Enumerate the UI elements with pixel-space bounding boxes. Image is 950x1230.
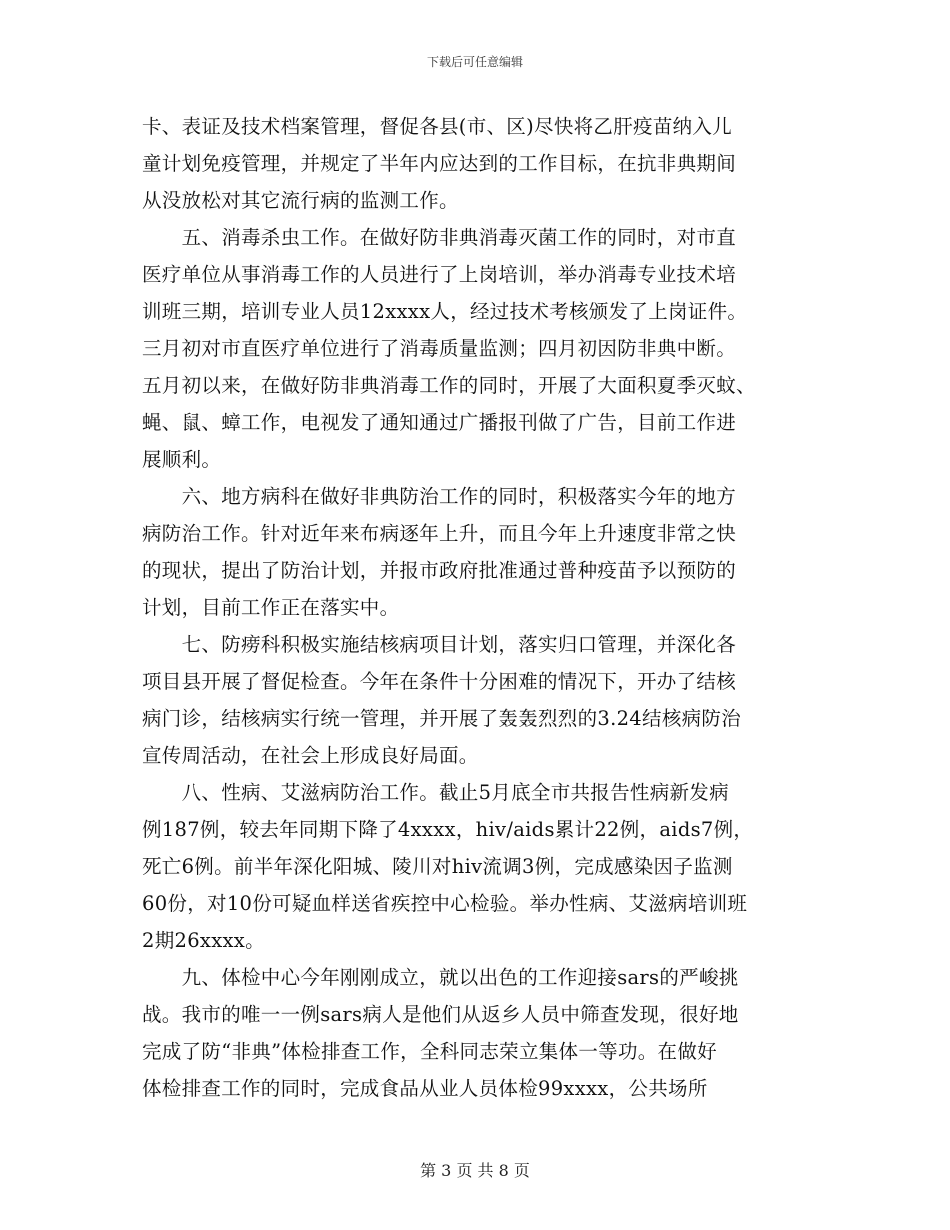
body-line: 60份，对10份可疑血样送省疾控中心检验。举办性病、艾滋病培训班 [142,892,748,915]
body-line: 九、体检中心今年刚刚成立，就以出色的工作迎接sars的严峻挑 [142,966,739,989]
body-line: 蝇、鼠、蟑工作，电视发了通知通过广播报刊做了广告，目前工作进 [142,411,737,434]
body-line: 完成了防“非典”体检排查工作，全科同志荣立集体一等功。在做好 [142,1040,717,1063]
body-line: 六、地方病科在做好非典防治工作的同时，积极落实今年的地方 [142,485,737,508]
body-line: 例187例，较去年同期下降了4xxxx，hiv/aids累计22例，aids7例， [142,818,754,841]
body-line: 病门诊，结核病实行统一管理，并开展了轰轰烈烈的3.24结核病防治 [142,707,742,730]
page-header-note: 下载后可任意编辑 [426,55,523,69]
body-line: 五月初以来，在做好防非典消毒工作的同时，开展了大面积夏季灭蚊、 [142,374,756,397]
body-line: 训班三期，培训专业人员12xxxx人，经过技术考核颁发了上岗证件。 [142,300,748,323]
body-line: 的现状，提出了防治计划，并报市政府批准通过普种疫苗予以预防的 [142,559,737,582]
body-line: 童计划免疫管理，并规定了半年内应达到的工作目标，在抗非典期间 [142,152,737,175]
body-line: 病防治工作。针对近年来布病逐年上升，而且今年上升速度非常之快 [142,522,737,545]
body-line: 三月初对市直医疗单位进行了消毒质量监测；四月初因防非典中断。 [142,337,737,360]
body-line: 五、消毒杀虫工作。在做好防非典消毒灭菌工作的同时，对市直 [142,226,737,249]
body-line: 计划，目前工作正在落实中。 [142,596,400,619]
body-line: 展顺利。 [142,448,222,471]
body-line: 七、防痨科积极实施结核病项目计划，落实归口管理，并深化各 [142,633,737,656]
page-number-footer: 第 3 页 共 8 页 [420,1161,530,1180]
body-line: 医疗单位从事消毒工作的人员进行了上岗培训，举办消毒专业技术培 [142,263,737,286]
body-line: 卡、表证及技术档案管理，督促各县(市、区)尽快将乙肝疫苗纳入儿 [142,115,733,138]
body-line: 2期26xxxx。 [142,929,265,952]
body-line: 项目县开展了督促检查。今年在条件十分困难的情况下，开办了结核 [142,670,737,693]
body-line: 从没放松对其它流行病的监测工作。 [142,189,459,212]
body-line: 宣传周活动，在社会上形成良好局面。 [142,744,479,767]
body-line: 体检排查工作的同时，完成食品从业人员体检99xxxx，公共场所 [142,1077,708,1100]
body-line: 八、性病、艾滋病防治工作。截止5月底全市共报告性病新发病 [142,781,729,804]
document-body [142,108,810,1107]
body-line: 战。我市的唯一一例sars病人是他们从返乡人员中筛查发现，很好地 [142,1003,739,1026]
body-line: 死亡6例。前半年深化阳城、陵川对hiv流调3例，完成感染因子监测 [142,855,733,878]
